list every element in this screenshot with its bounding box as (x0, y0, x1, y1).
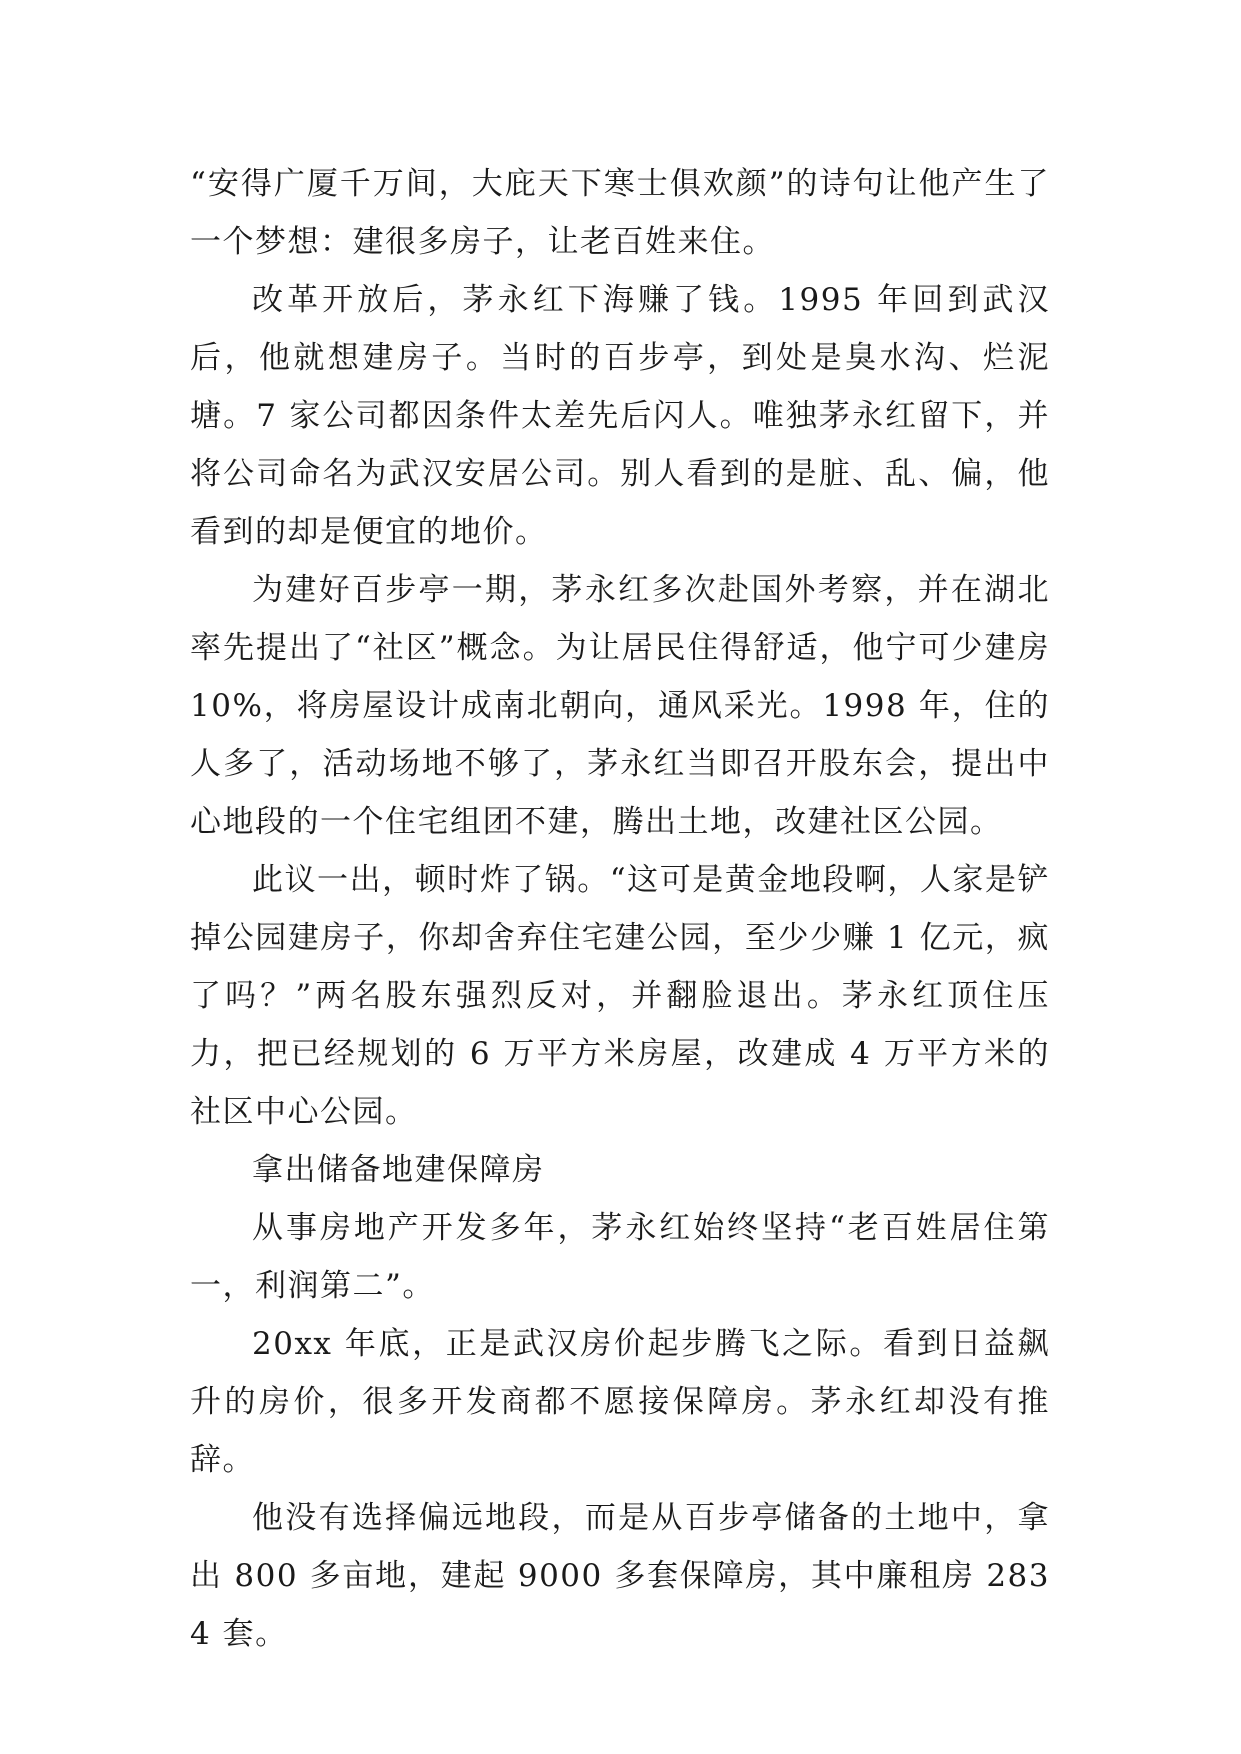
paragraph: 他没有选择偏远地段，而是从百步亭储备的土地中，拿出 800 多亩地，建起 9000 多套保障房，其中廉租房 2834 套。 (190, 1500, 1050, 1652)
paragraph: 此议一出，顿时炸了锅。“这可是黄金地段啊，人家是铲掉公园建房子，你却舍弃住宅建公园，至少少赚 1 亿元，疯了吗？”两名股东强烈反对，并翻脸退出。茅永红顶住压力，把已经规划的 6 万平方米房屋，改建成 4 万平方米的社区中心公园。 (190, 862, 1050, 1130)
paragraph: 从事房地产开发多年，茅永红始终坚持“老百姓居住第一，利润第二”。 (190, 1210, 1050, 1304)
paragraph: 为建好百步亭一期，茅永红多次赴国外考察，并在湖北率先提出了“社区”概念。为让居民住得舒适，他宁可少建房 10%，将房屋设计成南北朝向，通风采光。1998 年，住的人多了，活动场地不够了，茅永红当即召开股东会，提出中心地段的一个住宅组团不建，腾出土地，改建社区公园。 (190, 572, 1050, 840)
paragraph: 20xx 年底，正是武汉房价起步腾飞之际。看到日益飙升的房价，很多开发商都不愿接保障房。茅永红却没有推辞。 (190, 1326, 1050, 1478)
paragraph: “安得广厦千万间，大庇天下寒士俱欢颜”的诗句让他产生了一个梦想：建很多房子，让老百姓来住。 (190, 166, 1050, 260)
section-heading: 拿出储备地建保障房 (252, 1152, 545, 1188)
paragraph: 改革开放后，茅永红下海赚了钱。1995 年回到武汉后，他就想建房子。当时的百步亭，到处是臭水沟、烂泥塘。7 家公司都因条件太差先后闪人。唯独茅永红留下，并将公司命名为武汉安居公司。别人看到的是脏、乱、偏，他看到的却是便宜的地价。 (190, 282, 1050, 550)
document-body (190, 155, 1050, 1663)
